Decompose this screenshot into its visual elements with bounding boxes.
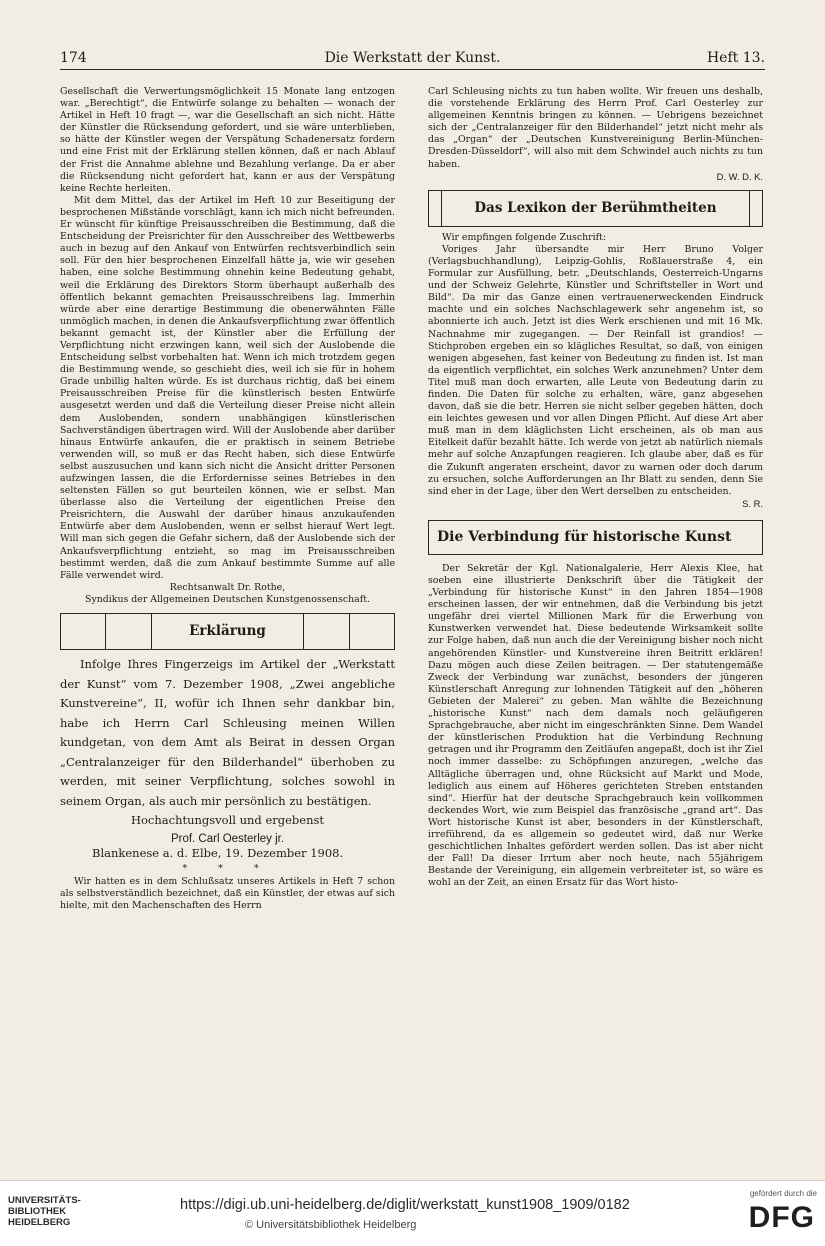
author-affiliation: Syndikus der Allgemeinen Deutschen Kunstgenossenschaft. — [85, 593, 370, 605]
section-heading: Das Lexikon der Berühmtheiten — [441, 190, 749, 227]
section-heading-box — [60, 614, 395, 649]
letter-signer: Prof. Carl Oesterley jr. — [170, 832, 285, 845]
reader-signature: S. R. — [742, 497, 763, 509]
heading-box-cell — [303, 613, 348, 650]
author-signature: Rechtsanwalt Dr. Rothe, — [169, 581, 286, 593]
heading-box-cell — [349, 613, 395, 650]
library-name-line: BIBLIOTHEK — [8, 1206, 67, 1217]
letter-place-date: Blankenese a. d. Elbe, 19. Dezember 1908. — [92, 845, 344, 860]
section-heading: Erklärung — [151, 613, 303, 650]
dfg-logo[interactable]: DFG — [748, 1201, 815, 1234]
section-heading: Die Verbindung für historische Kunst — [428, 520, 763, 555]
right-column — [428, 86, 763, 889]
heading-box-cell — [60, 613, 105, 650]
page-number: 174 — [60, 50, 87, 66]
library-logo[interactable] — [8, 1195, 81, 1228]
running-header — [60, 45, 765, 70]
permalink-url[interactable]: https://digi.ub.uni-heidelberg.de/diglit/werkstatt_kunst1908_1909/0182 — [180, 1197, 630, 1213]
heading-box-cell — [749, 190, 763, 227]
paragraph: Carl Schleusing nichts zu tun haben wollte. Wir freuen uns deshalb, die vorstehende Erklärung des Herrn Prof. Carl Oesterley zur allgemeinen Kenntnis bringen zu können. — Uebrigens bezeichnet sich der „Centralanzeiger für den Bilderhandel“ jetzt nicht mehr als das „Organ“ der „Deutschen Kunstvereinigung Berlin-München-Dresden-Düsseldorf“, will also mit dem Schwindel auch nichts zu tun haben. — [428, 86, 763, 170]
letter-block — [60, 655, 395, 831]
journal-title: Die Werkstatt der Kunst. — [324, 50, 501, 66]
copyright-notice — [245, 1219, 416, 1231]
issue-label: Heft 13. — [706, 50, 765, 66]
library-name-line: UNIVERSITÄTS- — [8, 1195, 81, 1206]
paragraph: Mit dem Mittel, das der Artikel im Heft 10 zur Beseitigung der besprochenen Mißstände vorschlägt, kann ich mich nicht befreunden. Er wünscht für künftige Preisausschreiben die Bestimmung, daß die Entscheidung der Preisrichter für den Ausschreiber des Wettbewerbs auch in bezug auf den Ankauf von Entwürfen rechtsverbindlich sein soll. Für den hier besprochenen Einzelfall hätte ja, wie wir gesehen haben, eine solche Bestimmung ohnehin keine Bedeutung gehabt, weil die Erklärung des Direktors Storm überhaupt außerhalb des öffentlich bekannt gemachten Preisausschreibens lag. Immerhin würde aber eine derartige Bestimmung die obenerwähnten Fälle unmöglich machen, in denen die Ankaufsverpflichtung zwar öffentlich bekannt gemacht ist, der Künstler aber die Erfüllung der Verpflichtung nicht erzwingen kann, weil sich der Auslobende die Entscheidung selbst vorbehalten hat. Wenn ich mich trotzdem gegen die Bestimmung wende, so geschieht dies, weil ich sie für in hohem Grade unbillig halten würde. Es ist durchaus richtig, daß bei einem Preisausschreiben Preise für die künstlerisch besten Entwürfe ausgesetzt werden und daß die Verteilung dieser Preise nicht allein dem Auslobenden, sondern unabhängigen künstlerischen Sachverständigen übertragen wird. Will der Auslobende aber darüber hinaus Entwürfe ankaufen, die er praktisch in seinem Betriebe verwenden will, so muß er das Recht haben, sich diese Entwürfe selbst auszusuchen und kann sich nicht die Ansicht dritter Personen aufzwingen lassen, die die Erfordernisse seines Betriebes in den seltensten Fällen so gut beurteilen können, wie er selbst. Man überlasse also die Verteilung der eigentlichen Preise den Preisrichtern, die Auswahl der darüber hinaus anzukaufenden Entwürfe aber dem Auslobenden, wenn er selbst hierauf Wert legt. Will man sich gegen die Gefahr sichern, daß der Auslobende sich der Ankaufsverpflichtung entzieht, so mag im Preisausschreiben bestimmt werden, daß die zum Ankauf bestimmte Summe auf alle Fälle verwendet wird. — [60, 194, 395, 581]
heading-box-cell — [105, 613, 150, 650]
editor-signature: D. W. D. K. — [716, 170, 763, 182]
section-heading-box — [428, 191, 763, 226]
paragraph: Voriges Jahr übersandte mir Herr Bruno Volger (Verlagsbuchhandlung), Leipzig-Gohlis, Roßlauerstraße 4, ein Formular zur Ausfüllung, betr. „Deutschlands, Oesterreich-Ungarns und der Schweiz Gelehrte, Künstler und Schriftsteller in Wort und Bild“. Da mir das Ganze einen vertrauenerweckenden Eindruck machte und ein solches Nachschlagewerk sehr angenehm ist, so abonnierte ich auch. Jetzt ist dies Werk erschienen und mit 16 Mk. Nachnahme mir zugegangen. — Der Reinfall ist grandios! — Stichproben ergeben ein so klägliches Resultat, so daß, von einigen wenigen abgesehen, fast keiner von Bedeutung zu finden ist. Ist man da eigentlich verpflichtet, ein solches Werk anzunehmen? Unter dem Titel muß man doch erwarten, alle Leute von Bedeutung darin zu finden. Die Daten für solche zu erhalten, wäre, ganz abgesehen davon, daß sie die betr. Herren sie nicht selber gegeben hätten, doch ein leichtes gewesen und vor allen Dingen Pflicht. Auf diese Art aber muß man in dem kläglichsten Licht erscheinen, als ob man aus Eitelkeit dafür bezahlt hätte. Ich werde von jetzt ab natürlich niemals mehr auf solche Anzapfungen reagieren. Ich glaube aber, daß es für die Zukunft angeraten erscheint, davor zu warnen oder doch darum zu ersuchen, solche Aufforderungen an Ihr Blatt zu senden, denn Sie sind eher in der Lage, über den Wert derselben zu entscheiden. — [428, 243, 763, 497]
left-column — [60, 86, 395, 912]
paragraph: Der Sekretär der Kgl. Nationalgalerie, Herr Alexis Klee, hat soeben eine illustrierte Denkschrift über die Tätigkeit der „Verbindung für historische Kunst“ in den Jahren 1854—1908 erscheinen lassen, der wir entnehmen, daß die Verbindung bis jetzt ungefähr drei viertel Millionen Mark für die Erwerbung von Kunstwerken verwendet hat. Diese bedeutende Wirksamkeit sollte zur Folge haben, daß nun auch die der Vereinigung bisher noch nicht angehörenden Künstler- und Kunstvereine ihren Beitritt erklären! Dazu mögen auch diese Zeilen beitragen. — Der statutengemäße Zweck der Verbindung war zunächst, besonders der jüngeren Künstlerschaft Anregung zur lohnenden Tätigkeit auf den „höheren Gebieten der Malerei“ zu geben. Man wählte die Bezeichnung „historische Kunst“ nach dem damals noch geläufigeren Sprachgebrauche, aber nicht im eingeschränkten Sinne. Dem Wandel der künstlerischen Produktion hat die Verbindung Rechnung getragen und ihr Programm den Zeitläufen angepaßt, doch ist ihr Ziel noch immer dasselbe: zu Schöpfungen anzuregen, „welche das Alltägliche überragen und, ohne Rücksicht auf Markt und Mode, lediglich aus einem auf Höheres gerichteten Streben entstanden sind“. Hierfür hat der deutsche Sprachgebrauch kein vollkommen deckendes Wort, wie zum Beispiel das französische „grand art“. Das Wort historische Kunst ist aber, besonders in der Künstlerschaft, irreführend, da es allgemein so gedeutet wird, daß nur Werke geschichtlichen Inhaltes gefördert werden sollen. Das ist aber nicht der Fall! Da dieser Irrtum aber noch heute, nach 55jährigem Bestande der Vereinigung, ein allgemein verbreiteter ist, so wäre es wohl an der Zeit, an einen Ersatz für das Wort histo- — [428, 562, 763, 889]
letter-text: Infolge Ihres Fingerzeigs im Artikel der „Werkstatt der Kunst“ vom 7. Dezember 1908, „Zwei angebliche Kunstvereine“, II, wofür ich Ihnen sehr dankbar bin, habe ich Herrn Carl Schleusing meinen Willen kundgetan, von dem Amt als Beirat in dessen Organ „Centralanzeiger für den Bilderhandel“ überhoben zu werden, mit seiner Verpflichtung, solches sowohl in seinem Organ, als auch mir persönlich zu bestätigen. — [60, 657, 395, 808]
library-name-line: HEIDELBERG — [8, 1217, 71, 1228]
funder-caption: gefördert durch die — [749, 1189, 817, 1198]
paragraph: Wir empfingen folgende Zuschrift: — [442, 231, 606, 243]
viewer-footer — [0, 1180, 825, 1246]
copyright-text: © Universitätsbibliothek Heidelberg — [245, 1219, 417, 1231]
paragraph: Gesellschaft die Verwertungsmöglichkeit 15 Monate lang entzogen war. „Berechtigt“, die Entwürfe solange zu behalten — wonach der Artikel in Heft 10 fragt —, war die Gesellschaft an sich nicht. Hätte der Künstler die Rücksendung gefordert, und sie wäre unterblieben, so hätte der Künstler wegen der Verspätung Schadenersatz fordern und eine Frist mit der Erklärung stellen können, daß er nach Ablauf der Frist die Annahme ablehne und Bezahlung verlange. Da er aber die Rücksendung nicht gefordert hat, kann er aus der Verspätung keine Rechte herleiten. — [60, 86, 395, 194]
paragraph: Wir hatten es in dem Schlußsatz unseres Artikels in Heft 7 schon als selbstverständlich bezeichnet, daß ein Künstler, der etwas auf sich hielte, mit den Machenschaften des Herrn — [60, 875, 395, 911]
heading-box-cell — [428, 190, 441, 227]
separator-stars: * * * — [182, 862, 273, 874]
letter-closing: Hochachtungsvoll und ergebenst — [130, 813, 325, 828]
